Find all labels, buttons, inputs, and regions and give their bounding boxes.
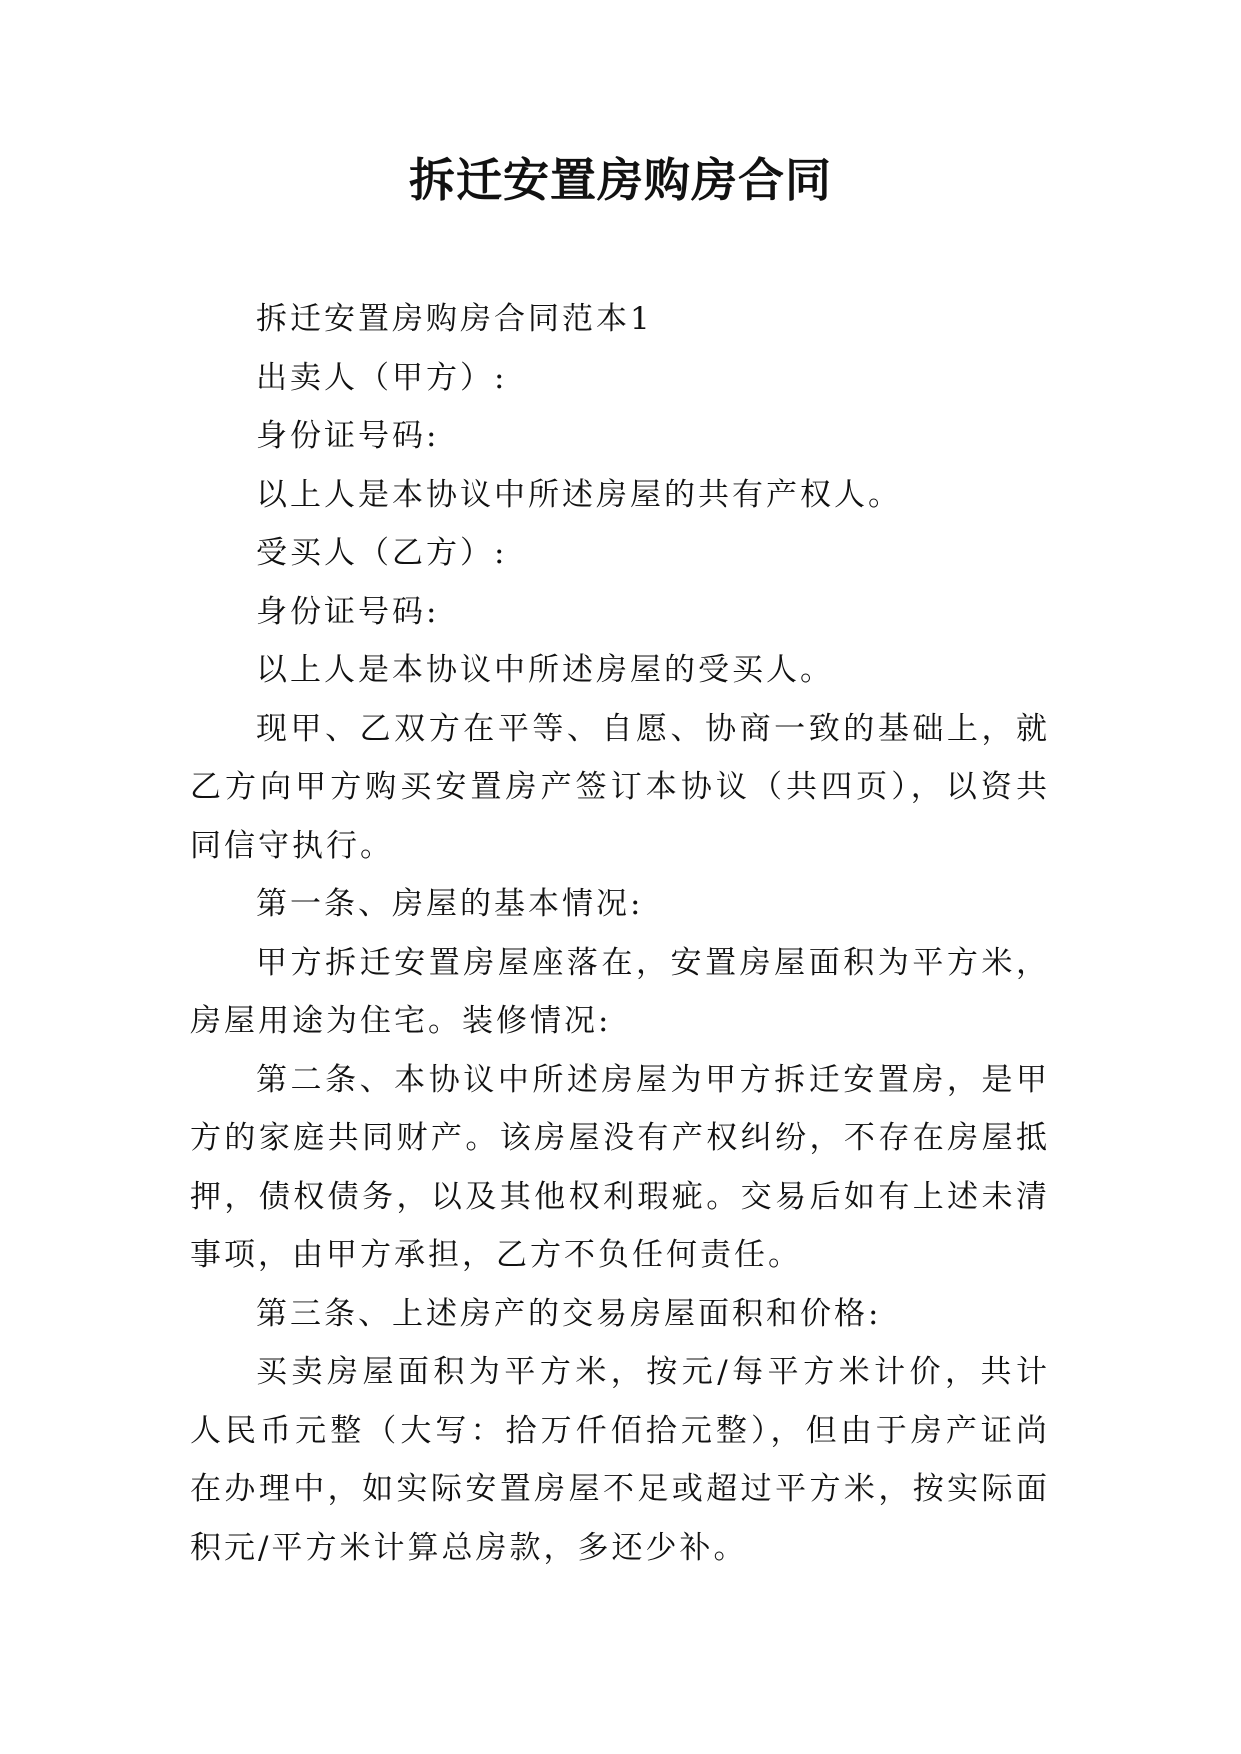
paragraph-buyer: 受买人（乙方）:	[256, 535, 508, 571]
paragraph-article-3-heading: 第三条、上述房产的交易房屋面积和价格:	[256, 1295, 882, 1332]
paragraph-buyer-note: 以上人是本协议中所述房屋的受买人。	[256, 652, 834, 688]
paragraph-seller-id: 身份证号码:	[256, 418, 440, 454]
paragraph-article-3-body: 买卖房屋面积为平方米，按元/每平方米计价，共计人民币元整（大写：拾万仟佰拾元整），但由于房产证尚在办理中，如实际安置房屋不足或超过平方米，按实际面积元/平方米计算总房款，多还少补。	[190, 1354, 1050, 1566]
document-title: 拆迁安置房购房合同	[409, 153, 832, 207]
paragraph-article-1-body: 甲方拆迁安置房屋座落在，安置房屋面积为平方米，房屋用途为住宅。装修情况:	[190, 944, 1050, 1039]
paragraph-article-1-heading: 第一条、房屋的基本情况:	[256, 886, 644, 922]
paragraph-template-heading: 拆迁安置房购房合同范本1	[256, 301, 653, 337]
paragraph-seller: 出卖人（甲方）:	[256, 359, 508, 396]
paragraph-article-2: 第二条、本协议中所述房屋为甲方拆迁安置房，是甲方的家庭共同财产。该房屋没有产权纠纷，不存在房屋抵押，债权债务，以及其他权利瑕疵。交易后如有上述未清事项，由甲方承担，乙方不负任何责任。	[190, 1061, 1050, 1273]
paragraph-agreement-intro: 现甲、乙双方在平等、自愿、协商一致的基础上，就乙方向甲方购买安置房产签订本协议（共四页），以资共同信守执行。	[190, 710, 1050, 864]
document-body	[190, 290, 1050, 1577]
paragraph-buyer-id: 身份证号码:	[256, 593, 440, 630]
paragraph-seller-owners-note: 以上人是本协议中所述房屋的共有产权人。	[256, 476, 902, 513]
